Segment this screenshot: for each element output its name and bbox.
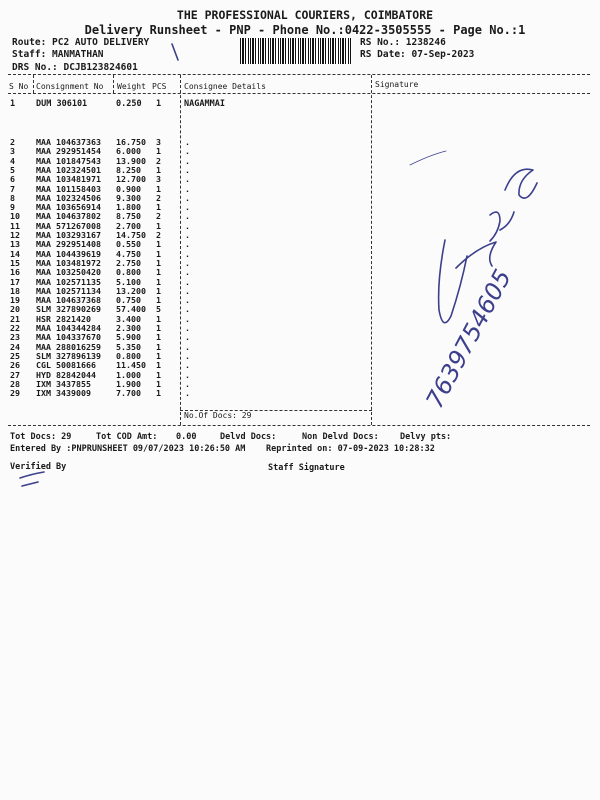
reprinted-on: Reprinted on: 07-09-2023 10:28:32 [266, 444, 435, 454]
row-consignment: HSR 2821420 [36, 313, 91, 324]
row-weight: 14.750 [116, 230, 146, 240]
row-consignment: SLM 327890269 [36, 304, 101, 315]
row-weight: 57.400 [116, 304, 146, 315]
row-pcs: 1 [156, 378, 161, 389]
row-consignee: . [185, 313, 190, 324]
row-weight: 8.750 [116, 211, 141, 222]
col-header-sno: S No [9, 82, 29, 91]
row-weight: 6.000 [116, 146, 141, 157]
row-sno: 15 [10, 257, 20, 268]
row-consignment: MAA 104439619 [36, 248, 101, 259]
col-header-consignee: Consignee Details [184, 82, 266, 91]
row-weight: 1.900 [116, 378, 141, 389]
row-pcs: 1 [156, 350, 161, 361]
row-pcs: 1 [156, 323, 161, 333]
row-pcs: 1 [156, 388, 161, 399]
row-pcs: 1 [156, 295, 161, 306]
row-sno: 1 [10, 99, 16, 109]
row-weight: 5.100 [116, 276, 141, 287]
row-weight: 0.800 [116, 350, 141, 361]
row-sno: 11 [10, 220, 20, 231]
row-consignment: MAA 103250420 [36, 267, 101, 278]
row-consignee: . [185, 164, 190, 175]
row-sno: 24 [10, 341, 20, 352]
row-consignment: MAA 102571134 [36, 285, 101, 296]
row-sno: 18 [10, 285, 20, 296]
row-weight: 5.900 [116, 332, 141, 343]
row-pcs: 2 [156, 192, 161, 203]
row-weight: 13.200 [116, 285, 146, 296]
row-weight: 2.300 [116, 323, 141, 333]
row-consignment: MAA 102324501 [36, 164, 101, 175]
row-sno: 28 [10, 378, 20, 389]
verified-by: Verified By [10, 462, 67, 472]
row-pcs: 1 [156, 164, 161, 175]
row-consignee: . [185, 350, 190, 361]
row-pcs: 3 [156, 137, 161, 147]
row-sno: 20 [10, 304, 20, 315]
row-pcs: 1 [156, 285, 161, 296]
row-consignment: MAA 571267008 [36, 220, 101, 231]
row-pcs: 1 [156, 220, 161, 231]
row-consignee: . [185, 295, 190, 306]
row-consignment: MAA 104637363 [36, 137, 101, 147]
row-consignee: . [185, 360, 190, 371]
row-sno: 27 [10, 369, 20, 380]
row-pcs: 1 [156, 99, 162, 109]
row-weight: 0.900 [116, 183, 141, 194]
row-consignee: . [185, 202, 190, 213]
row-weight: 0.250 [116, 99, 142, 109]
delvd-docs: Delvd Docs: [220, 432, 277, 442]
row-pcs: 5 [156, 304, 161, 315]
row-consignment: MAA 292951408 [36, 239, 101, 250]
row-consignment: MAA 104337670 [36, 332, 101, 343]
row-consignee: . [185, 174, 190, 185]
row-consignee: . [185, 341, 190, 352]
row-pcs: 1 [156, 276, 161, 287]
row-sno: 16 [10, 267, 20, 278]
row-consignment: MAA 101847543 [36, 155, 101, 166]
entered-by: Entered By :PNPRUNSHEET 09/07/2023 10:26:50 AM [10, 444, 246, 454]
row-pcs: 2 [156, 211, 161, 222]
row-sno: 8 [10, 192, 15, 203]
row-consignee: . [185, 146, 190, 157]
col-header-weight: Weight [117, 82, 146, 91]
row-sno: 29 [10, 388, 20, 399]
row-consignee: . [185, 323, 190, 333]
row-consignee: . [185, 220, 190, 231]
row-pcs: 1 [156, 341, 161, 352]
row-weight: 0.550 [116, 239, 141, 250]
row-consignment: MAA 102324506 [36, 192, 101, 203]
row-consignment: CGL 50081666 [36, 360, 96, 371]
col-header-consignment: Consignment No [36, 82, 104, 91]
row-pcs: 1 [156, 332, 161, 343]
row-weight: 1.800 [116, 202, 141, 213]
col-header-pcs: PCS [152, 82, 167, 91]
row-sno: 3 [10, 146, 15, 157]
row-sno: 7 [10, 183, 15, 194]
row-pcs: 2 [156, 230, 161, 240]
row-weight: 5.350 [116, 341, 141, 352]
row-weight: 3.400 [116, 313, 141, 324]
row-weight: 0.750 [116, 295, 141, 306]
row-pcs: 2 [156, 155, 161, 166]
row-consignee: . [185, 230, 190, 240]
row-consignment: MAA 102571135 [36, 276, 101, 287]
row-consignee: . [185, 239, 190, 250]
row-consignment: MAA 292951454 [36, 146, 101, 157]
row-sno: 17 [10, 276, 20, 287]
drs-number: DRS No.: DCJB123824601 [12, 62, 138, 73]
row-weight: 7.700 [116, 388, 141, 399]
row-pcs: 1 [156, 248, 161, 259]
row-consignment: HYD 82842044 [36, 369, 96, 380]
row-consignee: . [185, 267, 190, 278]
row-consignee: . [185, 155, 190, 166]
row-consignment: IXM 3439009 [36, 388, 91, 399]
row-weight: 2.700 [116, 220, 141, 231]
row-consignee: . [185, 248, 190, 259]
row-weight: 4.750 [116, 248, 141, 259]
row-pcs: 1 [156, 360, 161, 371]
row-pcs: 1 [156, 267, 161, 278]
row-consignment: MAA 103481972 [36, 257, 101, 268]
row-sno: 12 [10, 230, 20, 240]
route: Route: PC2 AUTO DELIVERY [12, 37, 150, 48]
row-consignee: NAGAMMAI [184, 99, 225, 109]
runsheet-title: Delivery Runsheet - PNP - Phone No.:0422-3505555 - Page No.:1 [84, 23, 526, 37]
row-weight: 0.800 [116, 267, 141, 278]
row-sno: 25 [10, 350, 20, 361]
row-consignment: MAA 104344284 [36, 323, 101, 333]
tot-cod-value: 0.00 [176, 432, 197, 442]
row-weight: 12.700 [116, 174, 146, 185]
row-consignment: MAA 103656914 [36, 202, 101, 213]
row-weight: 11.450 [116, 360, 146, 371]
row-consignment: MAA 104637368 [36, 295, 101, 306]
row-sno: 14 [10, 248, 20, 259]
row-consignment: SLM 327896139 [36, 350, 101, 361]
row-consignment: MAA 104637802 [36, 211, 101, 222]
tot-docs: Tot Docs: 29 [10, 432, 72, 442]
col-header-signature: Signature [375, 80, 419, 89]
row-consignee: . [185, 276, 190, 287]
row-consignment: DUM 306101 [36, 99, 88, 109]
row-consignment: MAA 103481971 [36, 174, 101, 185]
row-consignment: MAA 288016259 [36, 341, 101, 352]
rs-date: RS Date: 07-Sep-2023 [360, 49, 475, 60]
row-consignee: . [185, 285, 190, 296]
staff: Staff: MANMATHAN [12, 49, 104, 60]
row-consignee: . [185, 378, 190, 389]
row-sno: 9 [10, 202, 15, 213]
rs-number: RS No.: 1238246 [360, 37, 446, 48]
row-consignee: . [185, 332, 190, 343]
row-consignment: MAA 103293167 [36, 230, 101, 240]
row-weight: 16.750 [116, 137, 146, 147]
row-weight: 13.900 [116, 155, 146, 166]
delvy-pts: Delvy pts: [400, 432, 452, 442]
row-pcs: 3 [156, 174, 161, 185]
handwritten-phone: 7639754605 [420, 264, 517, 413]
row-pcs: 1 [156, 146, 161, 157]
row-pcs: 1 [156, 202, 161, 213]
company-name: THE PROFESSIONAL COURIERS, COIMBATORE [176, 8, 434, 22]
non-delvd-docs: Non Delvd Docs: [302, 432, 379, 442]
row-consignee: . [185, 304, 190, 315]
row-consignment: IXM 3437855 [36, 378, 91, 389]
row-sno: 21 [10, 313, 20, 324]
row-pcs: 1 [156, 369, 161, 380]
row-consignee: . [185, 137, 190, 147]
no-of-docs: No.Of Docs: 29 [184, 411, 252, 420]
row-consignee: . [185, 192, 190, 203]
row-sno: 22 [10, 323, 20, 333]
row-pcs: 1 [156, 257, 161, 268]
row-consignee: . [185, 388, 190, 399]
row-sno: 19 [10, 295, 20, 306]
row-sno: 10 [10, 211, 20, 222]
row-sno: 13 [10, 239, 20, 250]
row-consignee: . [185, 257, 190, 268]
row-pcs: 1 [156, 313, 161, 324]
row-sno: 5 [10, 164, 15, 175]
staff-signature: Staff Signature [268, 463, 345, 473]
row-consignee: . [185, 183, 190, 194]
row-consignee: . [185, 369, 190, 380]
tot-cod-label: Tot COD Amt: [96, 432, 158, 442]
row-weight: 9.300 [116, 192, 141, 203]
row-consignment: MAA 101158403 [36, 183, 101, 194]
row-weight: 2.750 [116, 257, 141, 268]
row-sno: 2 [10, 137, 15, 147]
row-sno: 4 [10, 155, 15, 166]
row-weight: 8.250 [116, 164, 141, 175]
row-sno: 26 [10, 360, 20, 371]
row-pcs: 1 [156, 239, 161, 250]
row-consignee: . [185, 211, 190, 222]
row-sno: 6 [10, 174, 15, 185]
row-sno: 23 [10, 332, 20, 343]
row-weight: 1.000 [116, 369, 141, 380]
row-pcs: 1 [156, 183, 161, 194]
